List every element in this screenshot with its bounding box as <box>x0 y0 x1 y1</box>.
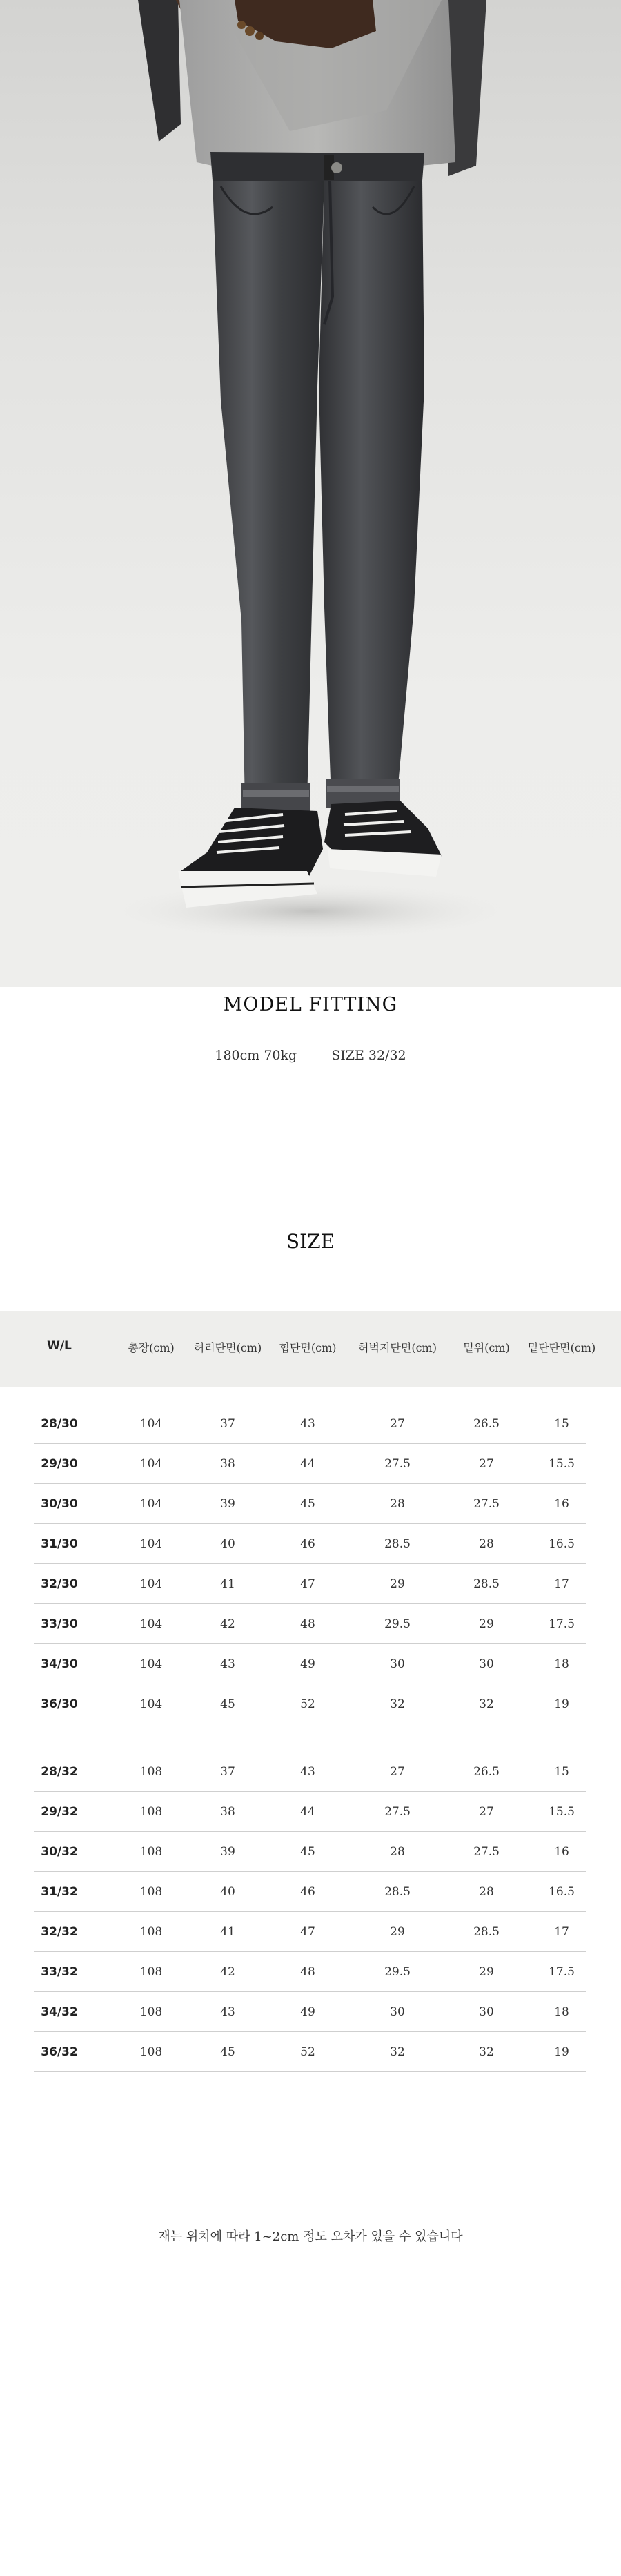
cell-rise: 28.5 <box>473 1577 500 1591</box>
cell-hem: 19 <box>554 2045 569 2059</box>
cell-waist: 39 <box>220 1497 235 1511</box>
cell-size-wl: 32/30 <box>41 1577 78 1591</box>
cell-total-length: 108 <box>139 1765 163 1779</box>
cell-total-length: 104 <box>139 1497 163 1511</box>
cell-total-length: 108 <box>139 2005 163 2019</box>
cell-thigh: 27 <box>390 1417 405 1431</box>
table-row <box>34 1644 586 1684</box>
cell-size-wl: 32/32 <box>41 1925 78 1939</box>
cell-rise: 27.5 <box>473 1497 500 1511</box>
cell-total-length: 104 <box>139 1617 163 1631</box>
table-row <box>34 1404 586 1444</box>
cell-hem: 16 <box>554 1845 569 1859</box>
table-row <box>34 1792 586 1832</box>
cell-thigh: 28 <box>390 1497 405 1511</box>
cell-total-length: 108 <box>139 1845 163 1859</box>
header-hip: 힙단면(cm) <box>279 1341 337 1354</box>
cell-total-length: 104 <box>139 1657 163 1671</box>
cell-thigh: 29 <box>390 1925 405 1939</box>
cell-waist: 45 <box>220 2045 235 2059</box>
cell-waist: 42 <box>220 1617 235 1631</box>
cell-hem: 19 <box>554 1697 569 1711</box>
table-row <box>34 1444 586 1484</box>
cell-thigh: 28.5 <box>384 1537 411 1551</box>
cell-thigh: 30 <box>390 2005 405 2019</box>
model-illustration <box>0 0 621 987</box>
cell-size-wl: 28/30 <box>41 1417 78 1431</box>
cell-rise: 26.5 <box>473 1765 500 1779</box>
cell-hip: 47 <box>300 1925 315 1939</box>
cell-total-length: 108 <box>139 1925 163 1939</box>
cell-total-length: 104 <box>139 1577 163 1591</box>
cell-rise: 28 <box>479 1537 494 1551</box>
cell-total-length: 108 <box>139 1885 163 1899</box>
cell-hip: 44 <box>300 1457 315 1471</box>
cell-rise: 27 <box>479 1805 494 1819</box>
cell-waist: 37 <box>220 1417 235 1431</box>
cell-thigh: 29.5 <box>384 1965 411 1979</box>
header-waist: 허리단면(cm) <box>193 1341 262 1354</box>
table-row <box>34 1604 586 1644</box>
header-hem: 밑단단면(cm) <box>527 1341 596 1354</box>
cell-hem: 17 <box>554 1577 569 1591</box>
cell-waist: 43 <box>220 1657 235 1671</box>
cell-total-length: 104 <box>139 1537 163 1551</box>
model-fitting-info <box>0 1048 621 1063</box>
cell-hem: 15 <box>554 1417 569 1431</box>
cell-hip: 43 <box>300 1765 315 1779</box>
cell-hem: 17.5 <box>549 1617 575 1631</box>
cell-size-wl: 36/32 <box>41 2045 78 2059</box>
cell-rise: 30 <box>479 1657 494 1671</box>
table-row <box>34 2032 586 2072</box>
table-row <box>34 1524 586 1564</box>
cell-hem: 17 <box>554 1925 569 1939</box>
model-measurements: 180cm 70kg <box>215 1048 297 1063</box>
cell-waist: 41 <box>220 1925 235 1939</box>
cell-size-wl: 31/32 <box>41 1885 78 1899</box>
cell-hem: 15.5 <box>549 1457 575 1471</box>
cell-hem: 18 <box>554 1657 569 1671</box>
cell-hip: 43 <box>300 1417 315 1431</box>
cell-hip: 49 <box>300 1657 315 1671</box>
cell-size-wl: 29/32 <box>41 1805 78 1819</box>
cell-rise: 28 <box>479 1885 494 1899</box>
table-row <box>34 1872 586 1912</box>
cell-hem: 15 <box>554 1765 569 1779</box>
size-table-group-32 <box>34 1752 586 2072</box>
header-total-length: 총장(cm) <box>128 1341 175 1354</box>
size-table-group-30 <box>34 1404 586 1724</box>
cell-thigh: 29.5 <box>384 1617 411 1631</box>
cell-size-wl: 30/32 <box>41 1845 78 1859</box>
cell-hem: 16.5 <box>549 1885 575 1899</box>
cell-hip: 44 <box>300 1805 315 1819</box>
cell-hip: 45 <box>300 1845 315 1859</box>
cell-total-length: 104 <box>139 1697 163 1711</box>
cell-thigh: 32 <box>390 1697 405 1711</box>
cell-thigh: 28.5 <box>384 1885 411 1899</box>
cell-hip: 48 <box>300 1617 315 1631</box>
cell-rise: 32 <box>479 2045 494 2059</box>
cell-rise: 30 <box>479 2005 494 2019</box>
model-fitting-title: MODEL FITTING <box>223 994 398 1015</box>
cell-size-wl: 33/32 <box>41 1965 78 1979</box>
cell-thigh: 30 <box>390 1657 405 1671</box>
cell-rise: 27.5 <box>473 1845 500 1859</box>
cell-rise: 26.5 <box>473 1417 500 1431</box>
cell-waist: 43 <box>220 2005 235 2019</box>
size-table-header <box>0 1311 621 1387</box>
cell-hem: 15.5 <box>549 1805 575 1819</box>
cell-hip: 46 <box>300 1537 315 1551</box>
cell-waist: 42 <box>220 1965 235 1979</box>
cell-thigh: 27 <box>390 1765 405 1779</box>
cell-size-wl: 34/32 <box>41 2005 78 2019</box>
cell-hem: 16.5 <box>549 1537 575 1551</box>
table-row <box>34 1912 586 1952</box>
cell-thigh: 29 <box>390 1577 405 1591</box>
cell-total-length: 108 <box>139 1965 163 1979</box>
cell-waist: 38 <box>220 1805 235 1819</box>
cell-hip: 45 <box>300 1497 315 1511</box>
table-row <box>34 1684 586 1724</box>
cell-waist: 39 <box>220 1845 235 1859</box>
cell-rise: 28.5 <box>473 1925 500 1939</box>
size-section-title: SIZE <box>286 1230 335 1253</box>
cell-size-wl: 33/30 <box>41 1617 78 1631</box>
table-row <box>34 1752 586 1792</box>
cell-rise: 32 <box>479 1697 494 1711</box>
cell-size-wl: 28/32 <box>41 1765 78 1779</box>
cell-size-wl: 34/30 <box>41 1657 78 1671</box>
model-size: SIZE 32/32 <box>331 1048 406 1063</box>
cell-total-length: 104 <box>139 1457 163 1471</box>
cell-waist: 41 <box>220 1577 235 1591</box>
cell-rise: 29 <box>479 1617 494 1631</box>
cell-thigh: 28 <box>390 1845 405 1859</box>
cell-size-wl: 30/30 <box>41 1497 78 1511</box>
table-row <box>34 1952 586 1992</box>
table-row <box>34 1992 586 2032</box>
cell-total-length: 108 <box>139 2045 163 2059</box>
cell-waist: 40 <box>220 1537 235 1551</box>
cell-waist: 38 <box>220 1457 235 1471</box>
cell-total-length: 108 <box>139 1805 163 1819</box>
cell-thigh: 27.5 <box>384 1805 411 1819</box>
cell-thigh: 32 <box>390 2045 405 2059</box>
cell-waist: 37 <box>220 1765 235 1779</box>
header-thigh: 허벅지단면(cm) <box>358 1341 437 1354</box>
table-row <box>34 1484 586 1524</box>
table-row <box>34 1564 586 1604</box>
cell-total-length: 104 <box>139 1417 163 1431</box>
table-row <box>34 1832 586 1872</box>
cell-rise: 27 <box>479 1457 494 1471</box>
cell-hem: 17.5 <box>549 1965 575 1979</box>
cell-hip: 52 <box>300 1697 315 1711</box>
cell-size-wl: 36/30 <box>41 1697 78 1711</box>
header-rise: 밑위(cm) <box>463 1341 510 1354</box>
cell-thigh: 27.5 <box>384 1457 411 1471</box>
cell-hip: 46 <box>300 1885 315 1899</box>
header-wl: W/L <box>47 1339 72 1353</box>
cell-hip: 52 <box>300 2045 315 2059</box>
cell-waist: 45 <box>220 1697 235 1711</box>
cell-hip: 48 <box>300 1965 315 1979</box>
cell-hem: 18 <box>554 2005 569 2019</box>
cell-size-wl: 31/30 <box>41 1537 78 1551</box>
cell-hip: 47 <box>300 1577 315 1591</box>
cell-hip: 49 <box>300 2005 315 2019</box>
cell-rise: 29 <box>479 1965 494 1979</box>
model-photo <box>0 0 621 987</box>
measurement-note: 재는 위치에 따라 1~2cm 정도 오차가 있을 수 있습니다 <box>158 2229 463 2244</box>
cell-size-wl: 29/30 <box>41 1457 78 1471</box>
cell-waist: 40 <box>220 1885 235 1899</box>
cell-hem: 16 <box>554 1497 569 1511</box>
